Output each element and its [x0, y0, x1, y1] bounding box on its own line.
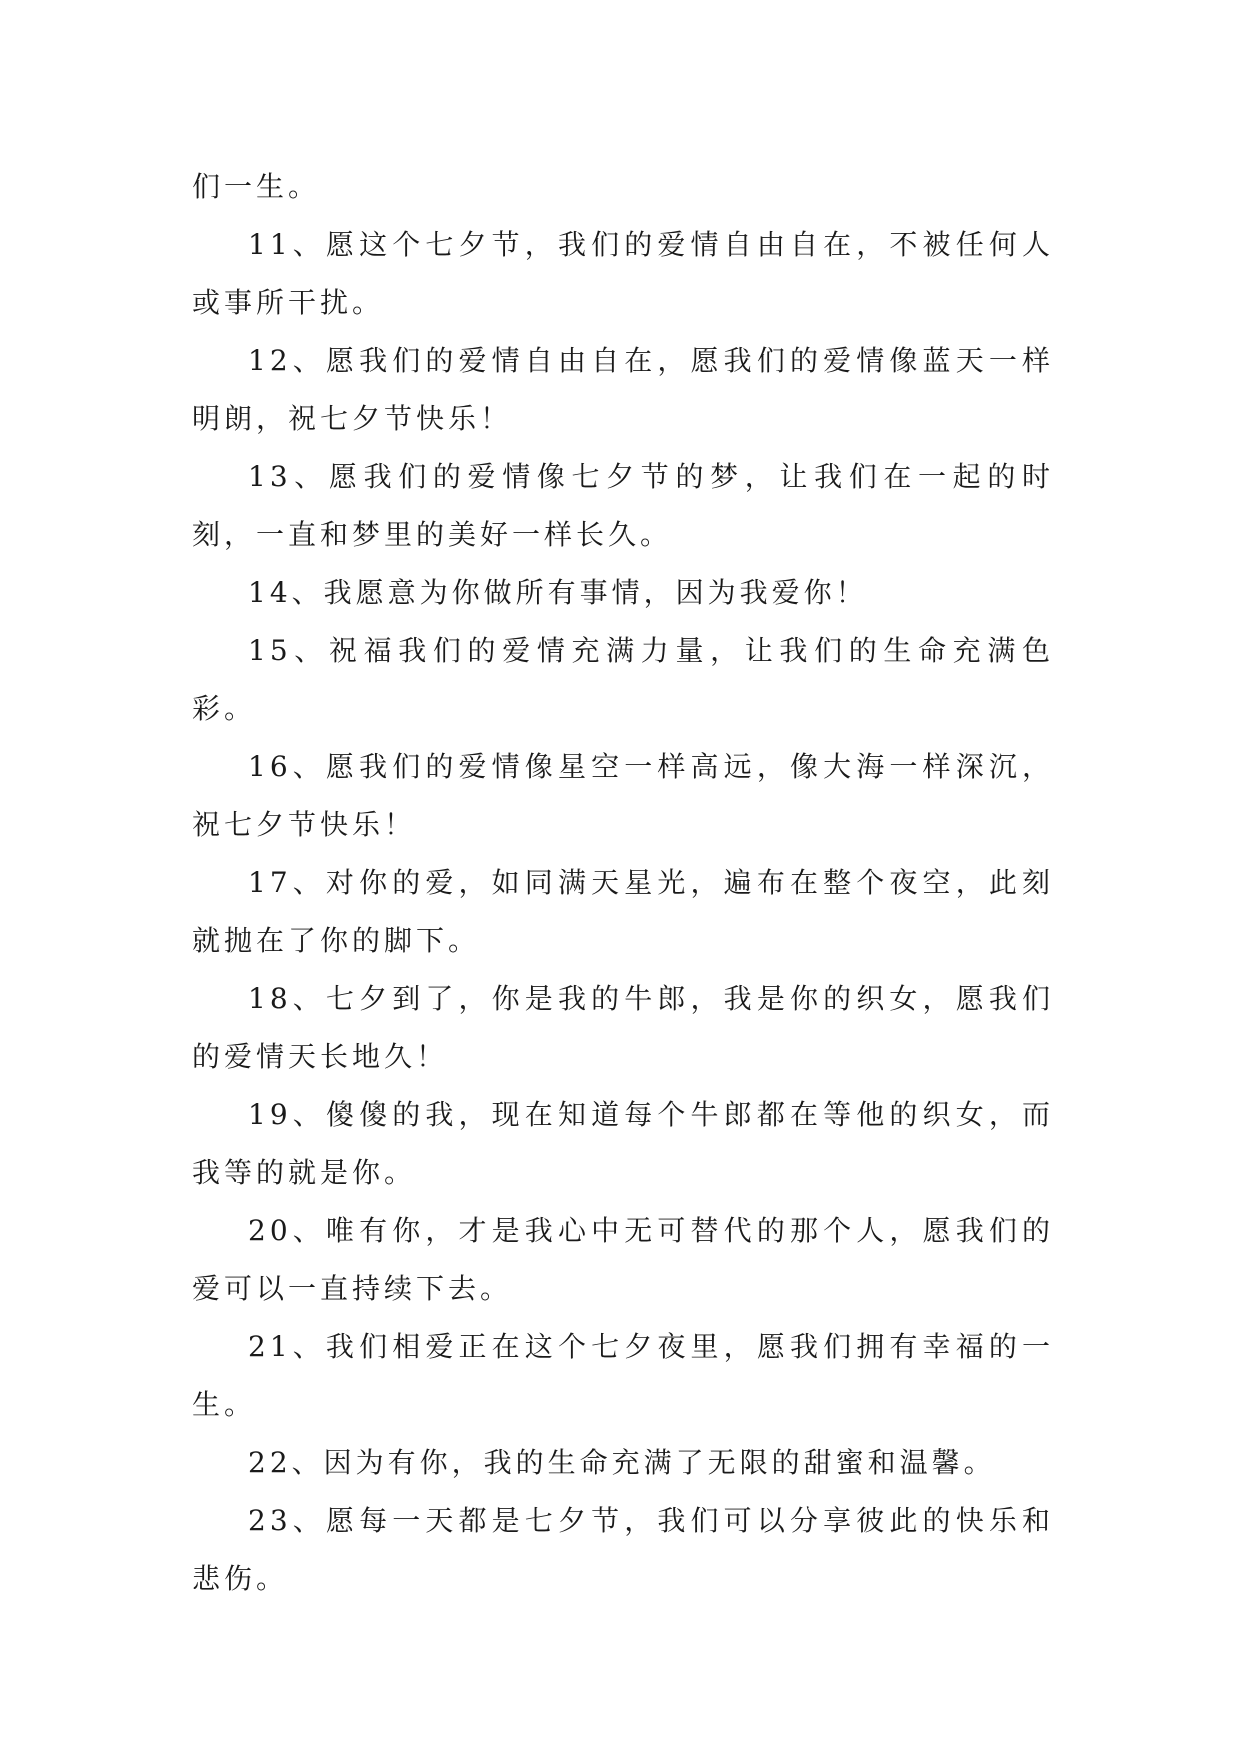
- paragraph-11: 11、愿这个七夕节，我们的爱情自由自在，不被任何人或事所干扰。: [192, 228, 1054, 319]
- paragraph-16: 16、愿我们的爱情像星空一样高远，像大海一样深沉，祝七夕节快乐！: [192, 750, 1054, 841]
- paragraph-18: 18、七夕到了，你是我的牛郎，我是你的织女，愿我们的爱情天长地久！: [192, 982, 1054, 1073]
- paragraph-23: 23、愿每一天都是七夕节，我们可以分享彼此的快乐和悲伤。: [192, 1504, 1054, 1595]
- paragraph-21: 21、我们相爱正在这个七夕夜里，愿我们拥有幸福的一生。: [192, 1330, 1054, 1421]
- paragraph-20: 20、唯有你，才是我心中无可替代的那个人，愿我们的爱可以一直持续下去。: [192, 1214, 1054, 1305]
- paragraph-12: 12、愿我们的爱情自由自在，愿我们的爱情像蓝天一样明朗，祝七夕节快乐！: [192, 344, 1054, 435]
- paragraph-17: 17、对你的爱，如同满天星光，遍布在整个夜空，此刻就抛在了你的脚下。: [192, 866, 1054, 957]
- paragraph-continuation: 们一生。: [192, 170, 321, 203]
- paragraph-19: 19、傻傻的我，现在知道每个牛郎都在等他的织女，而我等的就是你。: [192, 1098, 1054, 1189]
- paragraph-13: 13、愿我们的爱情像七夕节的梦，让我们在一起的时刻，一直和梦里的美好一样长久。: [192, 460, 1054, 551]
- document-body: [192, 158, 1054, 1608]
- paragraph-14: 14、我愿意为你做所有事情，因为我爱你！: [248, 576, 868, 609]
- paragraph-22: 22、因为有你，我的生命充满了无限的甜蜜和温馨。: [248, 1446, 996, 1479]
- paragraph-15: 15、祝福我们的爱情充满力量，让我们的生命充满色彩。: [192, 634, 1054, 725]
